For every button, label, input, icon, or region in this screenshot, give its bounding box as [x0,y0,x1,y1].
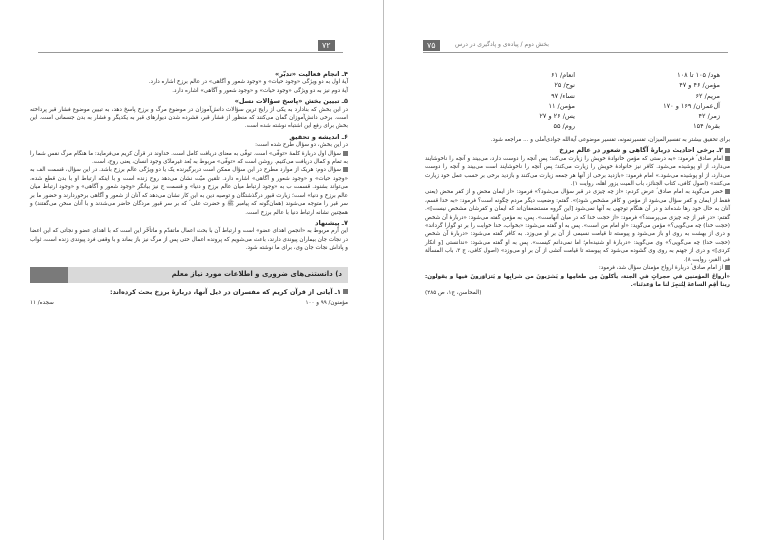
subsection-1-title [30,288,348,296]
ref-left: سجده/ ۱۱ [30,299,54,306]
bullet-square-icon [725,156,730,161]
section-4-title: ۴ـ انجام فعالیت «تدبّر» [275,70,348,78]
section-title: د) دانستنی‌های ضروری و اطلاعات مورد نیاز معلم [171,269,342,278]
verse-references [430,70,720,132]
hadith-2 [425,188,730,264]
question-2: سؤال دوم: هریک از موارد مطرح در این سؤال ممکن است دربرگیرنده یک یا دو ویژگی عالم برزخ باشد. در این سؤال، قسمت الف به «وجود حیات» و «وجود شعور و آگاهی» اشاره دارد. تلقین میّت نشان می‌دهد روح زنده است و با اینکه ارتباط او با بدن قطع شده، می‌تواند بشنود. قسمت ب به «وجود ارتباط میان عالم برزخ و دنیا» و قسمت ج نیز بیانگر «وجود شعور و آگاهی» و «وجود ارتباط میان عالم برزخ و دنیا» است؛ زیارت قبور درگذشتگان و توصیه دین به این کار نشان می‌دهد که آنان از شعور و آگاهی برخوردارند و حضور ما بر سر قبر را متوجه می‌شوند (همان‌گونه که پیامبر ﷺ و حضرت علی ؑ که بر سر قبور مردگان حاضر می‌شدند و با آنان سخن می‌گفتند) و همچنین نشانه ارتباط دنیا با عالم برزخ است. [30,167,348,216]
paragraph: آیهٔ دوم نیز به دو ویژگی «وجود حیات» و «وجود شعور و آگاهی» اشاره دارد. [172,87,348,94]
ref-cell: آل‌عمران/ ۱۶۹ و ۱۷۰ [663,101,720,110]
bullet-square-icon [343,289,348,294]
bullet-square-icon [725,265,730,270]
page-number: ۷۲ [318,40,335,51]
ref-cell: یس/ ۲۶ و ۲۷ [539,112,575,121]
ref-cell: مریم/ ۶۲ [695,91,720,100]
hadith-3-text: از امام صادق ؑ دربارهٔ ارواح مؤمنان سؤال شد، فرمود: [598,265,723,272]
bullet-square-icon [725,148,730,153]
ref-cell: مؤمن/ ۱۱ [548,101,575,110]
arabic-quote: «أرواحُ المؤمنين في حجراتٍ في الجنة، يأكلونَ مِن طعامِها و يَشرَبونَ من شرابِها و يَتزاوَرونَ فيها و يقولون: ربنا أقِمِ الساعةَ لِتُنجِزَ لنا ما وَعدتَنا». [425,273,730,288]
question-1: سؤال اول دربارهٔ کلمهٔ «توفّی» است. توفّی به معنای دریافت کامل است. خداوند در قرآن کریم می‌فرماید: ما هنگام مرگ نفس شما را به تمام و کمال دریافت می‌کنیم. روشن است که «توفّی» مربوط به بُعد غیرمادّی وجود انسان، یعنی روح، است. [30,150,348,166]
right-page [385,0,768,540]
paragraph [30,150,348,167]
subsection-2-title [425,146,730,154]
ref-cell: انعام/ ۶۱ [551,71,575,79]
heading-bar [30,267,68,283]
bullet-square-icon [343,151,348,156]
ref-cell: زمر/ ۴۲ [698,112,720,121]
references-row [30,299,348,307]
ref-cell: روم/ ۵۵ [553,122,575,131]
paragraph [30,166,348,216]
section-7-title: ۷ـ پیشنهاد [315,218,348,227]
section-heading-band [30,267,348,283]
paragraph: آیهٔ اول به دو ویژگی «وجود حیات» و «وجود شعور و آگاهی» در عالم برزخ اشاره دارد. [148,79,348,86]
bullet-square-icon [725,189,730,194]
header-rule [423,52,728,53]
ref-cell: هود/ ۱۰۵ تا ۱۰۸ [677,71,720,79]
ref-cell: نوح/ ۲۵ [554,81,575,90]
section-6-title: ۶ـ اندیشه و تحقیق [289,132,348,141]
ref-cell: بقره/ ۱۵۴ [693,122,720,131]
bullet-square-icon [343,167,348,172]
citation: (المحاسن، ج۱، ص ۲۸۵) [425,290,482,297]
ref-right: مؤمنون/ ۹۹ و ۱۰۰ [305,299,348,306]
paragraph: در این بخش، دو سؤال طرح شده است: [255,142,348,149]
hadith-3 [425,264,730,272]
right-column [425,136,730,298]
running-header: بخش دوم / پیاده‌ی و پادگیری در درس [455,41,549,48]
hadith-1 [425,155,730,189]
page-number: ۷۵ [423,40,440,51]
left-column [30,68,348,307]
subsection-1-text: ۱ـ آیاتی از قرآن کریم که مفسران در ذیل آنها، دربارهٔ برزخ بحث کرده‌اند: [110,287,341,296]
subsection-2-text: ۲ـ برخی احادیث دربارهٔ آگاهی و شعور در عالم برزخ [559,146,723,155]
paragraph: برای تحقیق بیشتر به تفسیرالمیزان، تفسیرنمونه، تفسیر موضوعی آیةالله جوادی‌آملی و ... مراجعه شود. [490,137,730,143]
header-rule [38,52,343,53]
hadith-1-text: امام صادق ؑ فرمود: «به درستی که مؤمن خانوادهٔ خویش را زیارت می‌کند؛ پس آنچه را دوست دارد، می‌بیند و آنچه را ناخوشایند می‌دارد، از او پوشیده می‌شود. کافر نیز خانوادهٔ خویش را زیارت می‌کند؛ پس آنچه را ناخوشایند است می‌بیند و آنچه را دوست می‌دارد، از او پوشیده می‌شود.» امام فرمود: «بازدید برخی از آنها هر جمعه زیارت می‌کنند و بازدید برخی بر حسب عمل خود زیارت می‌کنند» (اصول کافی، کتاب الجنائز، باب المیت یزور اهله، روایت ۱). [425,155,730,188]
ref-cell: مؤمن/ ۴۶ و ۴۷ [679,81,720,90]
ref-cell: نساء/ ۹۷ [551,91,575,100]
hadith-2-text: خضر می‌گوید به امام صادق ؑ عرض کردم: «از چه چیزی در قبر سؤال می‌شود؟» فرمود: «از ایمان محض و از کفر محض (یعنی فقط از ایمان و کفر سؤال می‌شود از مؤمن و کافر مشخص شود)». گفتم: وضعیت دیگر مردم چگونه است؟ فرمود: «به خدا قسم، آنان به حال خود رها شده‌اند و در آن هنگام توجهی به آنها نمی‌شود [این گروه مستضعفان‌اند که ایمان و کفرشان مشخص نیست]». گفتم: «در قبر از چه چیزی می‌پرسند؟» فرمود: «از حجت خدا که در میان آنهاست». پس، به مؤمن گفته می‌شود: «دربارهٔ آن شخص (حجت خدا) چه می‌گویی؟» مؤمن می‌گوید: «او امام من است». پس به او گفته می‌شود: «بخواب، خدا خوابت را بر تو گوارا گرداند» و دری از بهشت به روی او باز می‌شود و پیوسته تا قیامت نسیمی از آن بر او می‌وزد. به کافر گفته می‌شود: «دربارهٔ آن شخص (حجت خدا) چه می‌گویی؟» وی می‌گوید: «دربارهٔ او شنیده‌ام؛ اما نمی‌دانم کیست». پس به او گفته می‌شود: «ندانستی [و انکار کردی]» و دری از جهنم به روی وی گشوده می‌شود که پیوسته تا قیامت آتشی از آن بر او می‌وزد» (اصول کافی، ج ۳، باب المسألة فی القبر، روایت ۸). [425,189,731,263]
paragraph: در این بخش که بنادارد به یکی از رایج ترین سؤالات دانش‌آموزان در موضوع مرگ و برزخ پاسخ دهد، به تبیین موضوع فشار قبر پرداخته است. برخی دانش‌آموزان گمان می‌کنند که منظور از فشار قبر، فشرده شدن دیوارهای قبر به یکدیگر و فشار به بدن جسمانی است. این بخش برای رفع این اشتباه نوشته شده است. [30,106,348,130]
paragraph: این آرم مربوط به «انجمن اهدای عضو» است و ارتباط آن با بحث اعمال ماتقدّم و ماتأخّر این است که با اهدای عضو و نجاتی که این اعضا در نجات جان بیماران پیوندی دارند، باعث می‌شویم که پرونده اعمال حتی پس از مرگ نیز باز بماند و با وقفی فرد پیوندی زنده است، ثواب و پاداش نجات جان وی، برای ما نوشته شود. [30,228,348,252]
section-5-title: ۵ـ تبیین بخش «پاسخ سؤالات نسل» [234,97,348,106]
